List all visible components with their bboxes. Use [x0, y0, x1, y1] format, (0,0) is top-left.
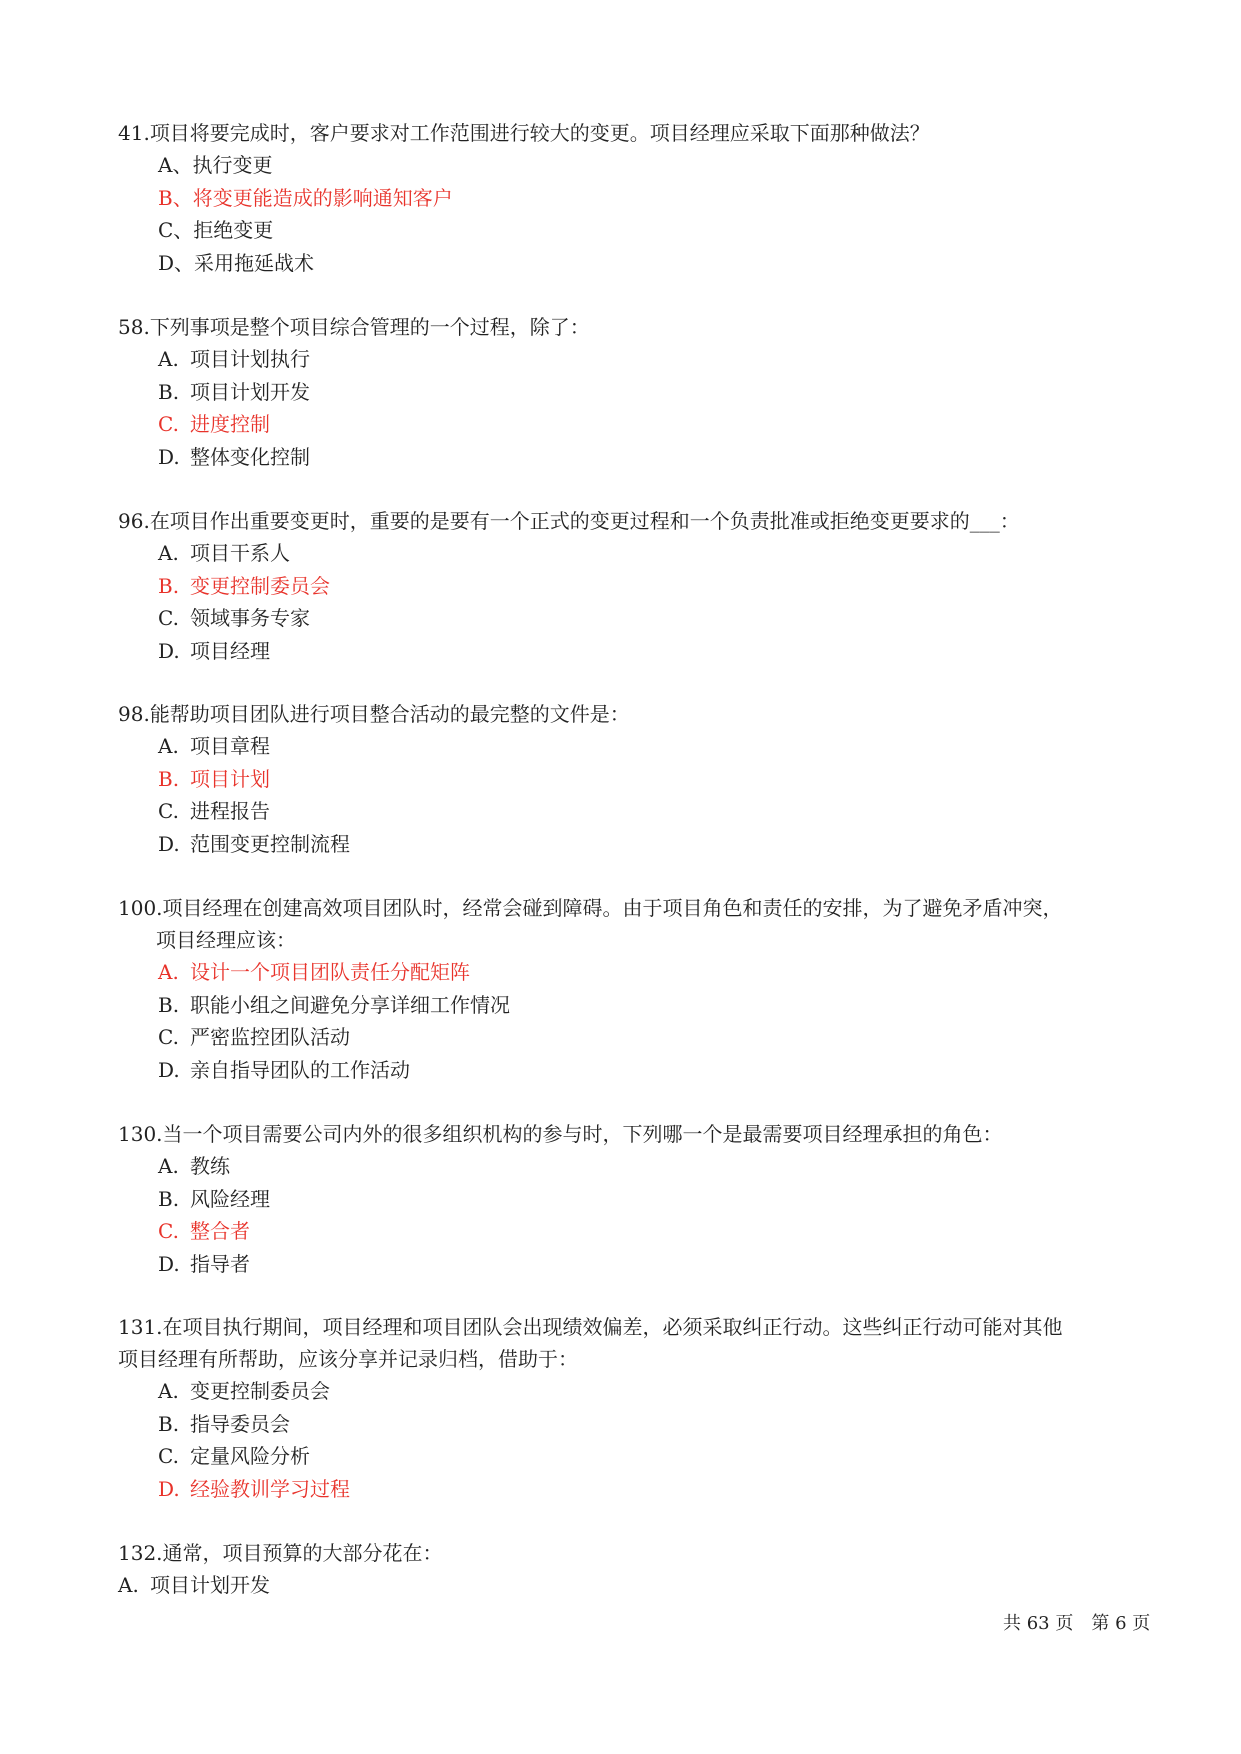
option-c-correct: [118, 408, 1158, 441]
option-text: 项目计划: [190, 766, 270, 791]
question-number: 98.: [118, 702, 150, 726]
option-text: 项目计划执行: [190, 347, 310, 371]
options-list: [118, 1569, 1158, 1602]
option-text: 整体变化控制: [190, 444, 310, 469]
option-d: [118, 1248, 1158, 1281]
option-letter: A、: [158, 153, 193, 177]
option-letter: D.: [158, 831, 180, 856]
option-letter: C.: [158, 606, 179, 630]
question-number: 41.: [118, 121, 150, 145]
option-a: [118, 1569, 1158, 1602]
question-41: [118, 117, 1158, 279]
option-c: [118, 795, 1158, 828]
option-text: 亲自指导团队的工作活动: [190, 1057, 410, 1082]
option-d: [118, 1054, 1158, 1087]
question-text: 项目将要完成时，客户要求对工作范围进行较大的变更。项目经理应采取下面那种做法？: [149, 121, 930, 145]
question-stem: [118, 311, 1158, 343]
option-letter: B.: [158, 992, 180, 1017]
question-text: 在项目作出重要变更时，重要的是要有一个正式的变更过程和一个负责批准或拒绝变更要求的___：: [149, 509, 1020, 533]
option-text: 变更控制委员会: [190, 1379, 330, 1403]
question-58: [118, 311, 1158, 473]
page-footer: [1003, 1612, 1150, 1636]
option-text: 严密监控团队活动: [190, 1025, 350, 1049]
option-letter: C.: [158, 799, 179, 823]
option-letter: C.: [158, 1219, 179, 1243]
question-text: 项目经理在创建高效项目团队时，经常会碰到障碍。由于项目角色和责任的安排，为了避免矛盾冲突，: [162, 896, 1063, 920]
option-text: 经验教训学习过程: [190, 1476, 350, 1501]
option-text: 领域事务专家: [190, 606, 310, 630]
option-letter: B.: [158, 573, 180, 598]
question-text: 下列事项是整个项目综合管理的一个过程，除了：: [149, 315, 590, 339]
option-b: [118, 1408, 1158, 1441]
option-text: 职能小组之间避免分享详细工作情况: [190, 992, 510, 1017]
question-96: [118, 505, 1158, 667]
option-letter: D.: [158, 1476, 180, 1501]
option-c-correct: [118, 1215, 1158, 1248]
options-list: [118, 343, 1158, 473]
option-text: 项目干系人: [190, 541, 290, 565]
option-letter: B.: [158, 766, 180, 791]
option-b: [118, 376, 1158, 409]
option-d: [118, 441, 1158, 474]
question-100: [118, 892, 1158, 1086]
question-132: [118, 1537, 1158, 1602]
question-stem: [118, 117, 1158, 149]
option-text: 整合者: [190, 1219, 250, 1243]
options-list: [118, 537, 1158, 667]
option-text: 设计一个项目团队责任分配矩阵: [190, 960, 470, 984]
total-pages: 共 63 页: [1003, 1613, 1074, 1634]
question-131: [118, 1311, 1158, 1505]
option-c: [118, 1440, 1158, 1473]
options-list: [118, 956, 1158, 1086]
option-letter: D.: [158, 1251, 180, 1276]
question-number: 100.: [118, 896, 163, 920]
question-text-continued: 项目经理应该：: [156, 928, 296, 952]
option-d: [118, 828, 1158, 861]
option-letter: D、: [158, 250, 195, 275]
option-letter: C.: [158, 1444, 179, 1468]
options-list: [118, 1375, 1158, 1505]
options-list: [118, 1150, 1158, 1280]
option-text: 拒绝变更: [193, 218, 274, 242]
question-text: 通常，项目预算的大部分花在：: [162, 1541, 443, 1565]
option-text: 教练: [190, 1154, 230, 1178]
option-text: 采用拖延战术: [194, 250, 315, 275]
option-letter: C、: [158, 218, 194, 242]
option-a: [118, 1375, 1158, 1408]
option-text: 指导者: [190, 1251, 250, 1276]
option-a: [118, 1150, 1158, 1183]
option-text: 执行变更: [192, 153, 273, 177]
option-a: [118, 343, 1158, 376]
option-b: [118, 1183, 1158, 1216]
option-text: 项目经理: [190, 638, 270, 663]
question-stem: [118, 698, 1158, 730]
option-letter: B、: [158, 185, 193, 210]
question-130: [118, 1118, 1158, 1280]
option-text: 将变更能造成的影响通知客户: [192, 185, 453, 210]
option-text: 项目计划开发: [190, 379, 310, 404]
option-letter: A.: [118, 1573, 139, 1597]
option-letter: A.: [158, 1379, 179, 1403]
question-number: 58.: [118, 315, 150, 339]
option-d-correct: [118, 1473, 1158, 1506]
option-d: [118, 635, 1158, 668]
question-stem: [118, 505, 1158, 537]
question-stem: [118, 1537, 1158, 1569]
option-a: [118, 537, 1158, 570]
option-letter: B.: [158, 1411, 180, 1436]
option-letter: A.: [158, 347, 179, 371]
option-text: 定量风险分析: [190, 1444, 310, 1468]
option-text: 范围变更控制流程: [190, 831, 350, 856]
option-letter: B.: [158, 379, 180, 404]
option-b: [118, 989, 1158, 1022]
question-stem: [118, 892, 1158, 924]
question-stem: [118, 1311, 1158, 1343]
question-stem: [118, 1118, 1158, 1150]
question-number: 96.: [118, 509, 150, 533]
option-text: 变更控制委员会: [190, 573, 330, 598]
options-list: [118, 149, 1158, 279]
question-text-continued: 项目经理有所帮助，应该分享并记录归档，借助于：: [118, 1347, 578, 1371]
option-text: 进程报告: [190, 799, 270, 823]
option-text: 进度控制: [190, 412, 270, 436]
question-text: 在项目执行期间，项目经理和项目团队会出现绩效偏差，必须采取纠正行动。这些纠正行动可能对其他: [162, 1315, 1063, 1339]
option-letter: A.: [158, 541, 179, 565]
question-text: 当一个项目需要公司内外的很多组织机构的参与时，下列哪一个是最需要项目经理承担的角色：: [162, 1122, 1003, 1146]
option-letter: C.: [158, 412, 179, 436]
option-letter: B.: [158, 1186, 180, 1211]
option-c: [118, 1021, 1158, 1054]
option-text: 项目计划开发: [150, 1573, 270, 1597]
current-page: 第 6 页: [1091, 1613, 1151, 1634]
option-d: [118, 247, 1158, 280]
option-letter: D.: [158, 638, 180, 663]
option-text: 指导委员会: [190, 1411, 290, 1436]
option-a: [118, 730, 1158, 763]
question-text: 能帮助项目团队进行项目整合活动的最完整的文件是：: [149, 702, 630, 726]
option-b-correct: [118, 570, 1158, 603]
question-98: [118, 698, 1158, 860]
question-number: 130.: [118, 1122, 163, 1146]
option-a: [118, 149, 1158, 182]
option-letter: A.: [158, 734, 179, 758]
option-a-correct: [118, 956, 1158, 989]
options-list: [118, 730, 1158, 860]
option-letter: A.: [158, 960, 179, 984]
option-text: 风险经理: [190, 1186, 270, 1211]
option-letter: A.: [158, 1154, 179, 1178]
option-letter: D.: [158, 444, 180, 469]
option-b-correct: [118, 182, 1158, 215]
option-letter: D.: [158, 1057, 180, 1082]
option-b-correct: [118, 763, 1158, 796]
question-number: 132.: [118, 1541, 163, 1565]
option-letter: C.: [158, 1025, 179, 1049]
option-c: [118, 602, 1158, 635]
option-c: [118, 214, 1158, 247]
question-number: 131.: [118, 1315, 163, 1339]
option-text: 项目章程: [190, 734, 270, 758]
